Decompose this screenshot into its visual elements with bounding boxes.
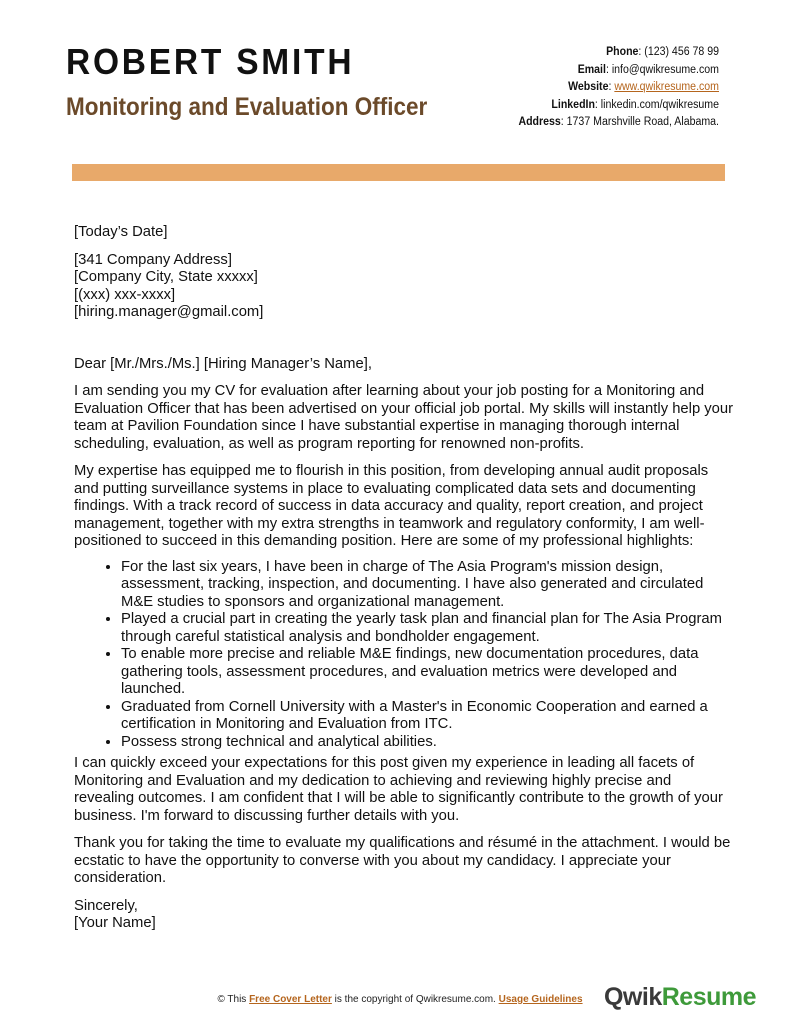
accent-divider [72,164,725,181]
contact-email: Email: info@qwikresume.com [577,63,719,76]
signature: [Your Name] [74,915,156,931]
salutation: Dear [Mr./Mrs./Ms.] [Hiring Manager’s Name], [74,355,372,372]
contact-address: Address: 1737 Marshville Road, Alabama. [518,116,719,128]
paragraph-thanks: Thank you for taking the time to evaluate my qualifications and résumé in the attachment. I would be ecstatic to have the opportunity to converse with you about my candidacy. I appreciate your consideration. [74,835,731,886]
job-title: Monitoring and Evaluation Officer [66,93,428,121]
list-item: • Played a crucial part in creating the yearly task plan and financial plan for The Asia Program through careful statistical analysis and bondholder engagement. [121,611,734,646]
address-line: [(xxx) xxx-xxxx] [74,286,176,303]
letter-body [74,224,734,933]
letter-date: [Today’s Date] [74,224,168,240]
closing: Sincerely, [74,897,138,914]
paragraph-expertise: My expertise has equipped me to flourish in this position, from developing annual audit proposals and putting surveillance systems in place to evaluating complicated data sets and documenting findings. With a track record of success in data accuracy and quality, report creation, and project management, together with my extra strengths in teamwork and regulatory conformity, I am well-positioned to succeed in this demanding position. Here are some of my professional highlights: [74,463,709,549]
contact-phone: Phone: (123) 456 78 99 [606,46,719,58]
applicant-name: ROBERT SMITH [66,41,355,82]
highlights-list [74,559,734,752]
paragraph-confidence: I can quickly exceed your expectations for this post given my experience in leading all facets of Monitoring and Evaluation and my dedication to achieving and reviewing highly precise and revealing outcomes. I am confident that I will be able to significantly contribute to the growth of your business. I'm forward to discussing further details with you. [74,755,723,824]
website-link[interactable]: www.qwikresume.com [614,81,719,93]
contact-linkedin: LinkedIn: linkedin.com/qwikresume [551,98,719,111]
contact-website: Website: www.qwikresume.com [568,81,719,93]
recipient-address [74,252,734,322]
qwikresume-logo: QwikResume [603,983,756,1011]
list-item: • Possess strong technical and analytical abilities. [121,734,734,752]
list-item: • For the last six years, I have been in charge of The Asia Program's mission design, assessment, tracking, inspection, and documenting. I have also generated and circulated M&E studies to sponsors and organizational management. [121,559,734,612]
list-item: • To enable more precise and reliable M&E findings, new documentation procedures, data gathering tools, assessment procedures, and evaluation metrics were developed and launched. [121,646,734,699]
address-line: [hiring.manager@gmail.com] [74,304,264,320]
paragraph-intro: I am sending you my CV for evaluation after learning about your job posting for a Monitoring and Evaluation Officer that has been advertised on your official job portal. My skills will instantly help your team at Pavilion Foundation since I have substantial expertise in managing thorough internal scheduling, evaluation, as well as program reporting for renowned non-profits. [74,383,734,452]
address-line: [341 Company Address] [74,251,232,268]
copyright-footer: © This Free Cover Letter is the copyright of Qwikresume.com. Usage Guidelines [217,994,583,1005]
list-item: • Graduated from Cornell University with a Master's in Economic Cooperation and earned a certification in Monitoring and Evaluation from ITC. [121,699,734,734]
free-cover-letter-link[interactable]: Free Cover Letter [249,994,332,1005]
contact-block [518,44,719,132]
usage-guidelines-link[interactable]: Usage Guidelines [498,994,583,1005]
address-line: [Company City, State xxxxx] [74,269,258,285]
